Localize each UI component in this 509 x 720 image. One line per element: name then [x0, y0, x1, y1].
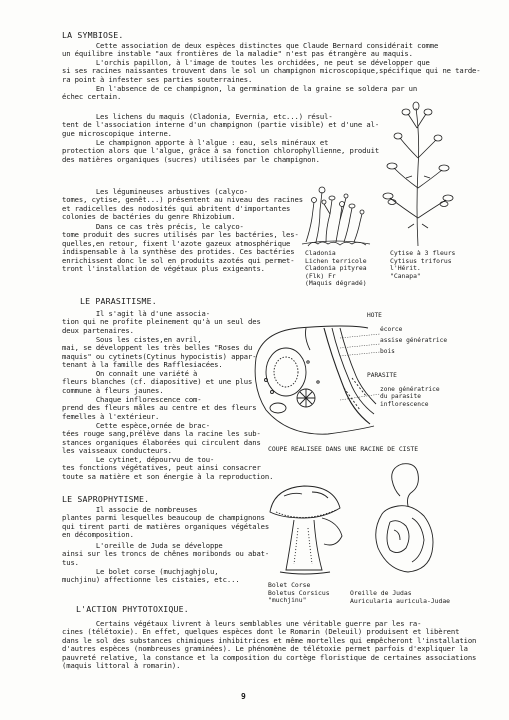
paragraph: En l'absence de ce champignon, la germination de la graine se soldera par un échec certain. — [62, 84, 418, 102]
paragraph: Le bolet corse (muchjaghjolu, muchjinu) affectionne les cistaies, etc... — [62, 567, 240, 585]
leader-lines — [340, 330, 382, 430]
bolet-caption: Bolet Corse Boletus Corsicus "muchjinu" — [268, 581, 330, 605]
label-bois: bois — [380, 348, 395, 355]
page-number: 9 — [241, 692, 246, 701]
paragraph: Sous les cistes,en avril, mai, se développent les très belles "Roses du maquis" ou cytinets(Cytinus hypocistis) appar- tenant à la famille des Rafflesiacées. — [62, 335, 257, 370]
paragraph: On connaît une variété à fleurs blanches (cf. diapositive) et une plus commune à fleurs jaunes. — [62, 369, 253, 395]
paragraph: Cette association de deux espèces distinctes que Claude Bernard considérait comme un équilibre instable "aux frontières de la maladie" n'est pas étrangère au maquis. — [62, 41, 439, 59]
paragraph: Chaque inflorescence com- prend des fleurs mâles au centre et des fleurs femelles à l'extérieur. — [62, 395, 257, 421]
cytise-illustration — [378, 98, 458, 248]
cladonia-caption: Cladonia Lichen terricole Cladonia pityrea (Flk) Fr (Maquis dégradé) — [305, 249, 367, 288]
bolet-illustration — [264, 478, 346, 578]
label-assise: assise génératrice — [380, 337, 448, 344]
paragraph: L'orchis papillon, à l'image de toutes les orchidées, ne peut se développer que si ses racines naissantes trouvent dans le sol un champignon microscopique,spécifique qui ne tarde- ra point à infester ses parties souterraines. — [62, 58, 481, 84]
section-title-symbiose: LA SYMBIOSE. — [62, 30, 124, 40]
label-parasite: PARASITE — [367, 372, 397, 379]
label-ecorce: écorce — [380, 326, 403, 333]
coupe-caption: COUPE REALISEE DANS UNE RACINE DE CISTE — [268, 445, 419, 453]
paragraph: Le cytinet, dépourvu de tou- tes fonctions végétatives, peut ainsi consacrer toute sa matière et son énergie à la reproduction. — [62, 455, 274, 481]
paragraph: Les lichens du maquis (Cladonia, Evernia, etc...) résul- tent de l'association interne d'un champignon (partie visible) et d'une al- gue microscopique interne. — [62, 112, 380, 138]
paragraph: Dans ce cas très précis, le calyco- tome produit des sucres utilisés par les bactéries, les- quelles,en retour, fixent l'azote gazeux atmosphérique indispensable à la synthèse des protides. Ces bactéries enrichissent donc le sol en produits azotés qui permet- tront l'installation de végétaux plus exigeants. — [62, 222, 299, 274]
label-zone: zone génératrice du parasite inflorescence — [380, 386, 440, 408]
paragraph: Il s'agit là d'une associa- tion qui ne profite pleinement qu'à un seul des deux partenaires. — [62, 309, 261, 335]
paragraph: Cette espèce,ornée de brac- tées rouge sang,prélève dans la racine les sub- stances organiques élaborées qui circulent dans les vaisseaux conducteurs. — [62, 421, 261, 456]
paragraph: Certains végétaux livrent à leurs semblables une véritable guerre par les ra- cines (télétoxie). En effet, quelques espèces dont le Romarin (Deleuil) produisent et libèrent dans le sol des substances chimiques inhibitrices et même mortelles qui empêcheront l'installation d'autres espèces (nombreuses graminées). Le phénomène de télétoxie permet parfois d'expliquer la pauvreté relative, la constance et la composition du cortège floristique de certaines associations (maquis littoral à romarin). — [62, 619, 477, 671]
cytise-caption: Cytise à 3 fleurs Cytisus triforus l'Hérit. "Canapa" — [390, 249, 456, 280]
oreille-caption: Oreille de Judas Auricularia auricula-Judae — [350, 589, 451, 605]
oreille-de-judas-illustration — [362, 460, 442, 578]
paragraph: Il associe de nombreuses plantes parmi lesquelles beaucoup de champignons qui tirent parti de matières organiques végétales en décomposition. — [62, 505, 270, 540]
paragraph: Les légumineuses arbustives (calyco- tomes, cytise, genêt...) présentent au niveau des racines et radicelles des nodosités qui abritent d'importantes colonies de bactéries du genre Rhizobium. — [62, 187, 303, 222]
section-title-saprophytisme: LE SAPROPHYTISME. — [62, 494, 150, 504]
paragraph: L'oreille de Juda se développe ainsi sur les troncs de chênes moribonds ou abat- tus. — [62, 541, 270, 567]
label-hote: HOTE — [367, 312, 382, 319]
section-title-phytotoxique: L'ACTION PHYTOTOXIQUE. — [76, 604, 189, 614]
paragraph: Le champignon apporte à l'algue : eau, sels minéraux et protection alors que l'algue, grâce à sa fonction chlorophyllienne, produit des matières organiques (sucres) utilisées par le champignon. — [62, 138, 380, 164]
cladonia-illustration — [300, 170, 372, 248]
section-title-parasitisme: LE PARASITISME. — [80, 296, 157, 306]
